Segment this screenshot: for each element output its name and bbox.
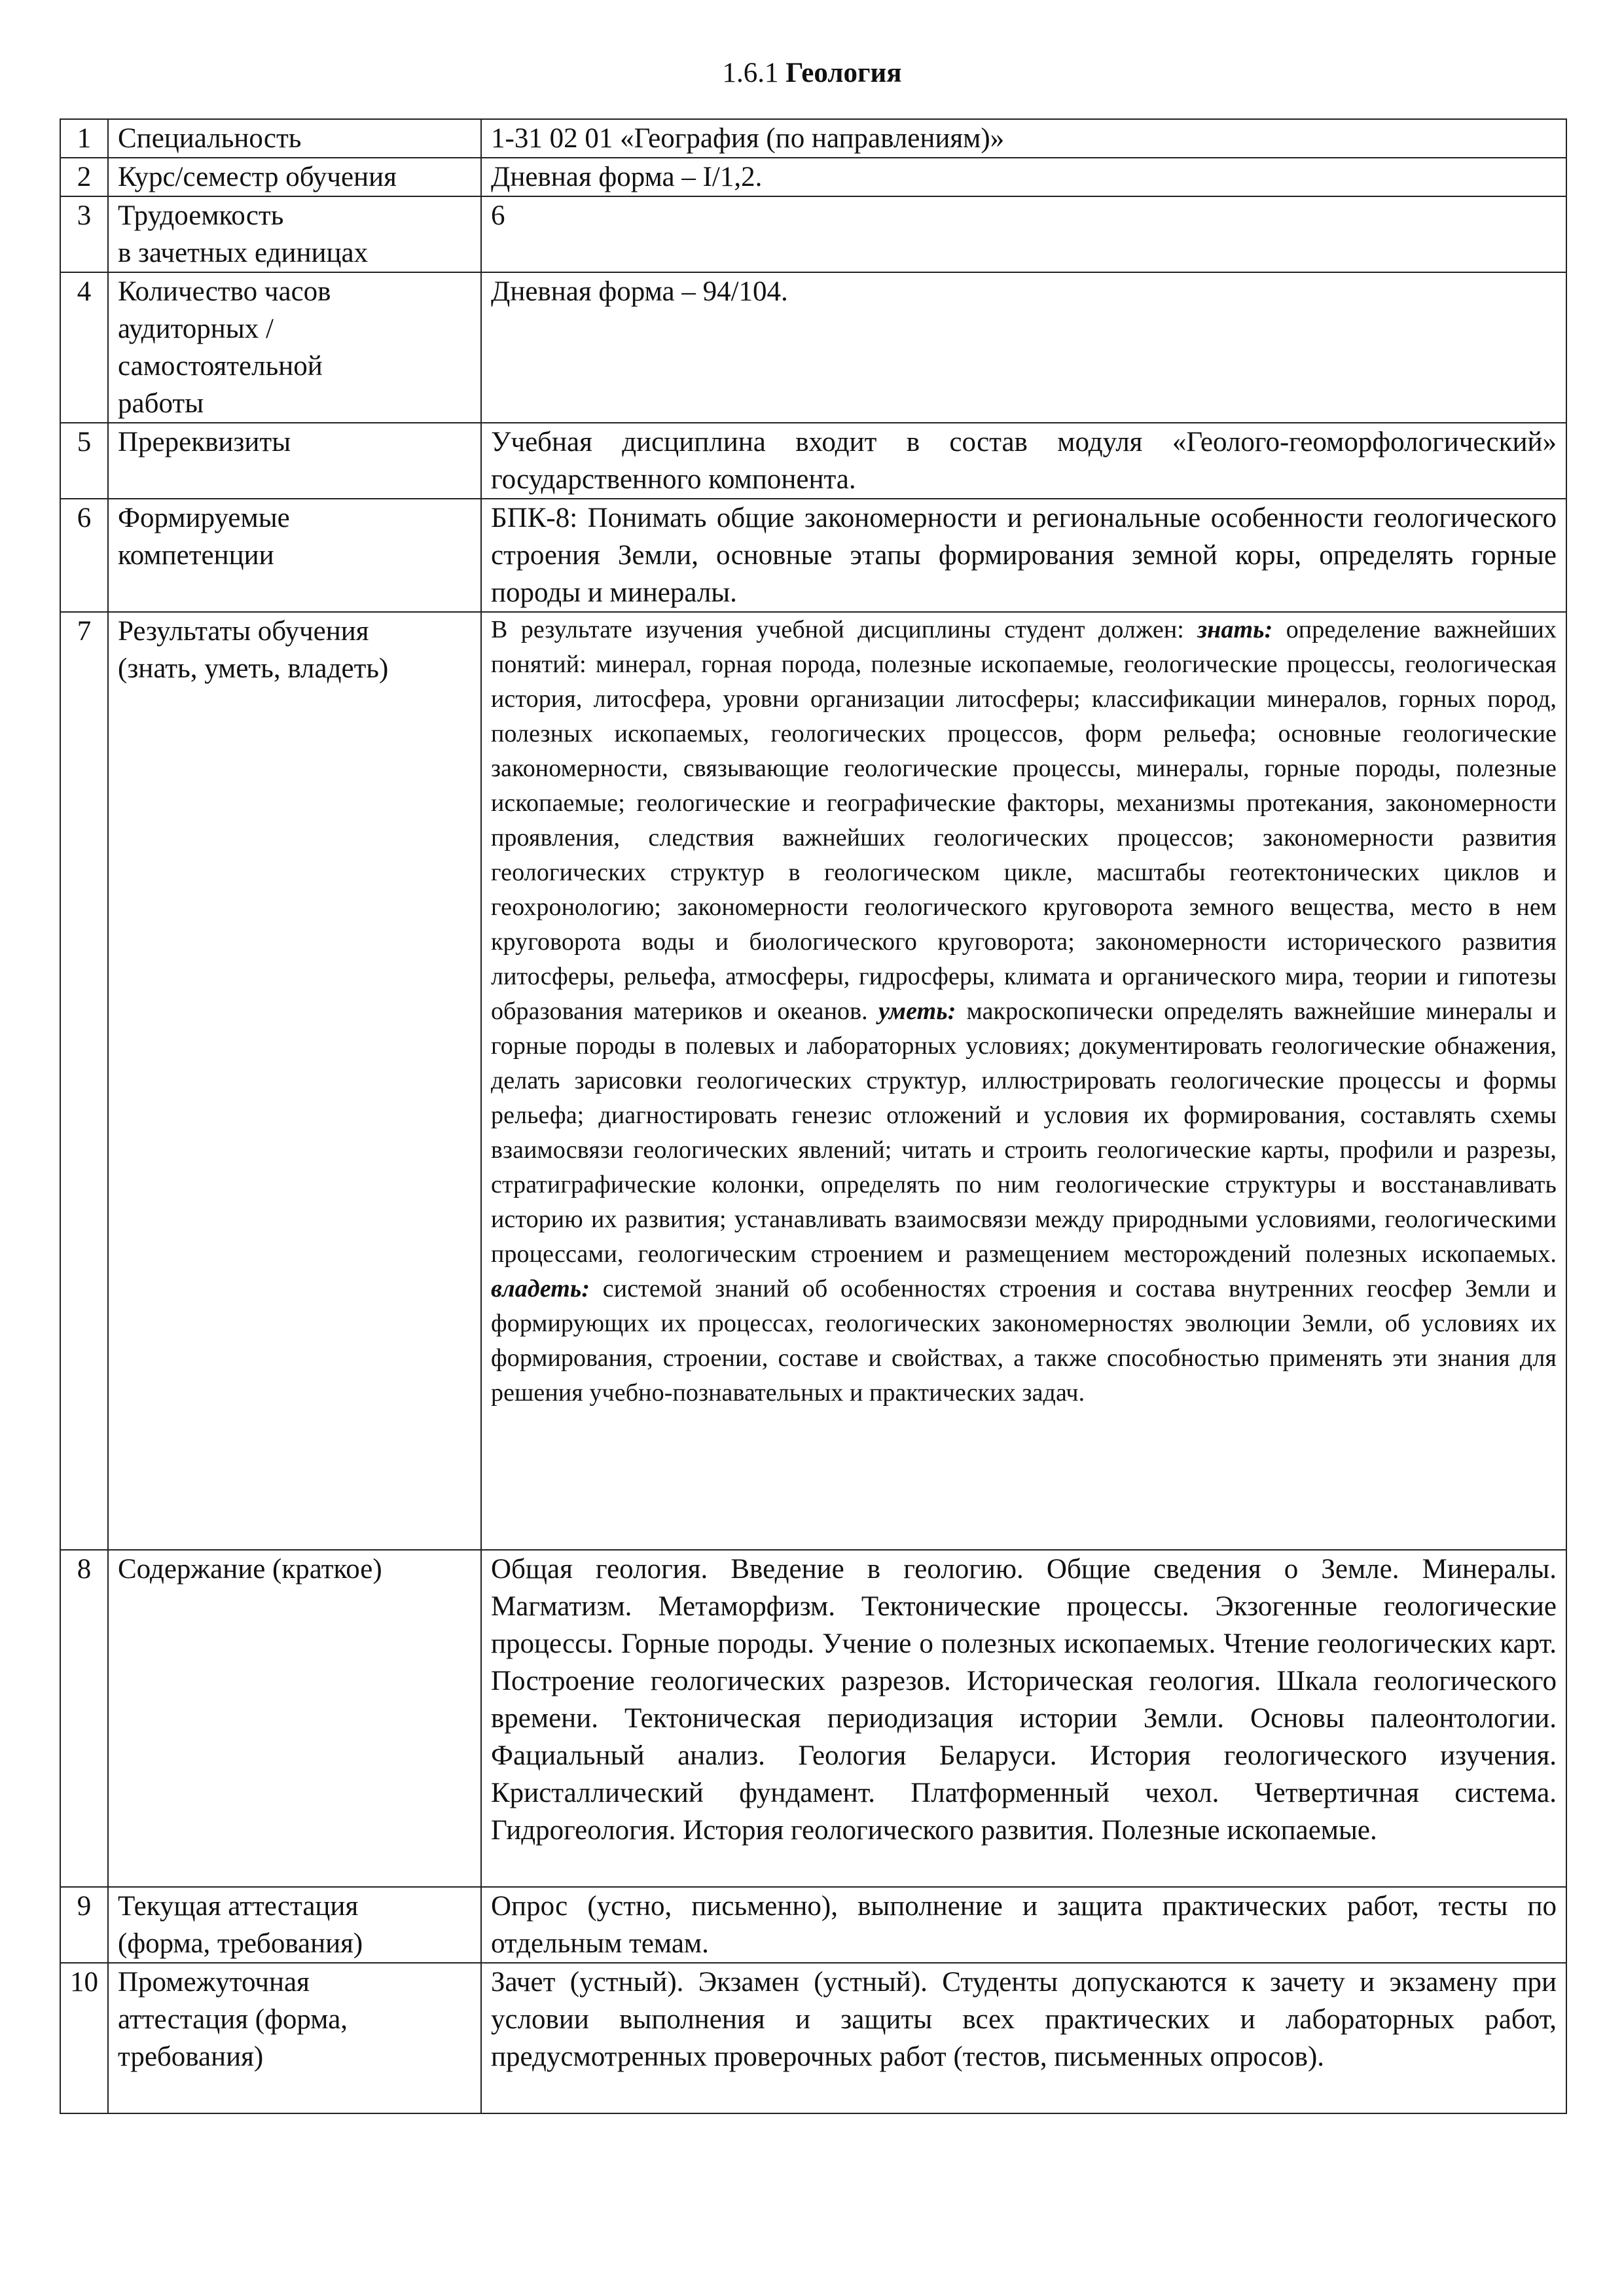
row-value: Дневная форма – 94/104.: [481, 272, 1566, 423]
row-value: 6: [481, 196, 1566, 272]
row-value: Учебная дисциплина входит в состав модуля «Геолого-геоморфологический» государственного компонента.: [481, 423, 1566, 499]
table-row-course-semester: [60, 158, 1566, 196]
row-number: 8: [60, 1550, 108, 1887]
row-label: Трудоемкость в зачетных единицах: [108, 196, 481, 272]
row-number: 4: [60, 272, 108, 423]
title-number: 1.6.1: [722, 58, 779, 88]
table-row-content: [60, 1550, 1566, 1887]
row-number: 7: [60, 612, 108, 1550]
row-number: 2: [60, 158, 108, 196]
row-label: Содержание (краткое): [108, 1550, 481, 1887]
outcomes-know-label: знать:: [1197, 616, 1273, 643]
row-label: Результаты обучения (знать, уметь, владеть): [108, 612, 481, 1550]
row-label: Специальность: [108, 119, 481, 158]
row-number: 1: [60, 119, 108, 158]
row-number: 9: [60, 1887, 108, 1963]
row-number: 6: [60, 499, 108, 612]
table-row-current-assessment: [60, 1887, 1566, 1963]
table-row-specialty: [60, 119, 1566, 158]
row-number: 3: [60, 196, 108, 272]
row-value: 1-31 02 01 «География (по направлениям)»: [481, 119, 1566, 158]
outcomes-own-label: владеть:: [491, 1275, 590, 1302]
table-row-credits: [60, 196, 1566, 272]
page-title: [0, 55, 1624, 92]
row-value: БПК-8: Понимать общие закономерности и региональные особенности геологического строения Земли, основные этапы формирования земной коры, определять горные породы и минералы.: [481, 499, 1566, 612]
row-value: Дневная форма – I/1,2.: [481, 158, 1566, 196]
table-row-competencies: [60, 499, 1566, 612]
row-label: Количество часов аудиторных / самостоятельной работы: [108, 272, 481, 423]
row-label: Курс/семестр обучения: [108, 158, 481, 196]
outcomes-intro: В результате изучения учебной дисциплины студент должен:: [491, 616, 1198, 643]
row-label: Формируемые компетенции: [108, 499, 481, 612]
row-label: Промежуточная аттестация (форма, требования): [108, 1963, 481, 2113]
row-value: Зачет (устный). Экзамен (устный). Студенты допускаются к зачету и экзамену при условии выполнения и защиты всех практических и лабораторных работ, предусмотренных проверочных работ (тестов, письменных опросов).: [481, 1963, 1566, 2113]
row-number: 10: [60, 1963, 108, 2113]
table-row-prerequisites: [60, 423, 1566, 499]
table-row-learning-outcomes: [60, 612, 1566, 1550]
title-name: Геология: [785, 58, 902, 88]
row-value: [481, 612, 1566, 1550]
course-spec-table: [60, 118, 1567, 2114]
row-label: Пререквизиты: [108, 423, 481, 499]
table-row-hours: [60, 272, 1566, 423]
outcomes-know-text: определение важнейших понятий: минерал, горная порода, полезные ископаемые, геологические процессы, геологическая история, литосфера, уровни организации литосферы; классификации минералов, горных пород, полезных ископаемых, геологических процессов, форм рельефа; основные геологические закономерности, связывающие геологические процессы, минералы, горные породы, полезные ископаемые; геологические и географические факторы, механизмы протекания, закономерности проявления, следствия важнейших геологических процессов; закономерности развития геологических структур в геологическом цикле, масштабы геотектонических циклов и геохронологию; закономерности геологического круговорота земного вещества, место в нем круговорота воды и биологического круговорота; закономерности исторического развития литосферы, рельефа, атмосферы, гидросферы, климата и органического мира, теории и гипотезы образования материков и океанов.: [491, 616, 1557, 1025]
row-value: Общая геология. Введение в геологию. Общие сведения о Земле. Минералы. Магматизм. Метаморфизм. Тектонические процессы. Экзогенные геологические процессы. Горные породы. Учение о полезных ископаемых. Чтение геологических карт. Построение геологических разрезов. Историческая геология. Шкала геологического времени. Тектоническая периодизация истории Земли. Основы палеонтологии. Фациальный анализ. Геология Беларуси. История геологического изучения. Кристаллический фундамент. Платформенный чехол. Четвертичная система. Гидрогеология. История геологического развития. Полезные ископаемые.: [481, 1550, 1566, 1887]
table-row-intermediate-assessment: [60, 1963, 1566, 2113]
outcomes-own-text: системой знаний об особенностях строения и состава внутренних геосфер Земли и формирующих их процессах, геологических закономерностях эволюции Земли, об условиях их формирования, строении, составе и свойствах, а также способностью применять эти знания для решения учебно-познавательных и практических задач.: [491, 1275, 1557, 1407]
outcomes-can-label: уметь:: [878, 997, 956, 1025]
row-value: Опрос (устно, письменно), выполнение и защита практических работ, тесты по отдельным темам.: [481, 1887, 1566, 1963]
row-number: 5: [60, 423, 108, 499]
outcomes-can-text: макроскопически определять важнейшие минералы и горные породы в полевых и лабораторных условиях; документировать геологические обнажения, делать зарисовки геологических структур, иллюстрировать геологические процессы и формы рельефа; диагностировать генезис отложений и условия их формирования, составлять схемы взаимосвязи геологических явлений; читать и строить геологические карты, профили и разрезы, стратиграфические колонки, определять по ним геологические структуры и восстанавливать историю их развития; устанавливать взаимосвязи между природными условиями, геологическими процессами, геологическим строением и размещением месторождений полезных ископаемых.: [491, 997, 1557, 1268]
row-label: Текущая аттестация (форма, требования): [108, 1887, 481, 1963]
